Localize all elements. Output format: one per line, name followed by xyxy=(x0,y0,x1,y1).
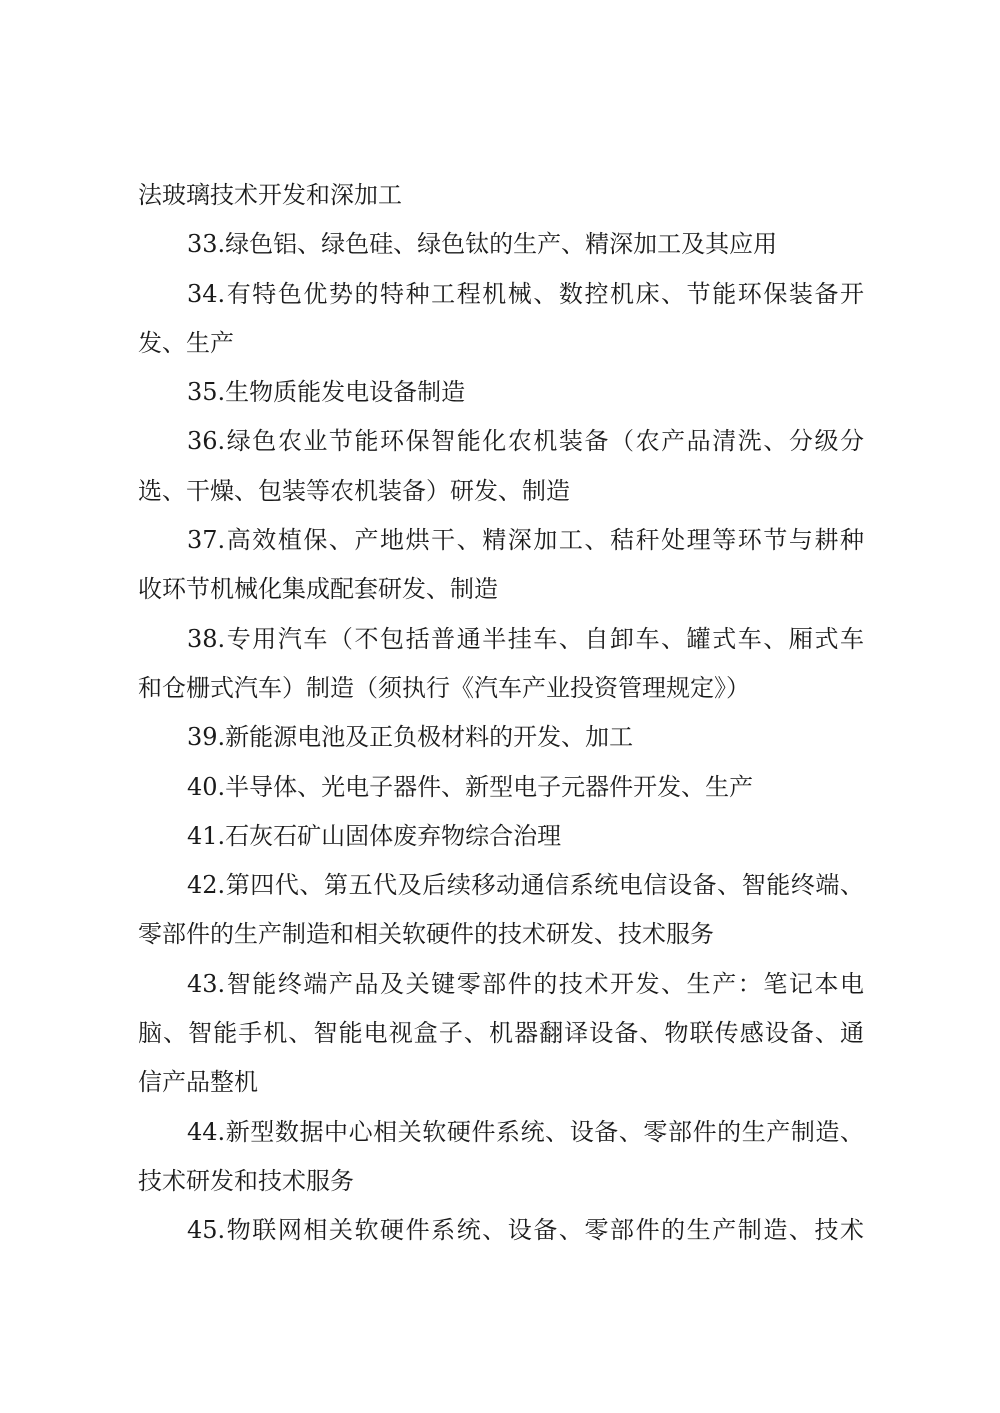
document-body xyxy=(138,171,864,1256)
paragraph-line: 42.第四代、第五代及后续移动通信系统电信设备、智能终端、 xyxy=(187,871,864,900)
paragraph-line: 44.新型数据中心相关软硬件系统、设备、零部件的生产制造、 xyxy=(187,1117,864,1146)
paragraph-line: 35.生物质能发电设备制造 xyxy=(187,378,466,407)
paragraph-line: 技术研发和技术服务 xyxy=(138,1166,354,1195)
paragraph-line: 零部件的生产制造和相关软硬件的技术研发、技术服务 xyxy=(138,920,714,949)
paragraph-line: 39.新能源电池及正负极材料的开发、加工 xyxy=(187,723,634,752)
paragraph-line: 发、生产 xyxy=(138,328,234,357)
paragraph-line: 45.物联网相关软硬件系统、设备、零部件的生产制造、技术 xyxy=(187,1216,864,1245)
paragraph-line: 40.半导体、光电子器件、新型电子元器件开发、生产 xyxy=(187,772,754,801)
paragraph-line: 信产品整机 xyxy=(138,1068,258,1097)
paragraph-line: 38.专用汽车（不包括普通半挂车、自卸车、罐式车、厢式车 xyxy=(187,624,864,653)
paragraph-line: 36.绿色农业节能环保智能化农机装备（农产品清洗、分级分 xyxy=(187,427,864,456)
paragraph-line: 33.绿色铝、绿色硅、绿色钛的生产、精深加工及其应用 xyxy=(187,230,778,259)
paragraph-line: 法玻璃技术开发和深加工 xyxy=(138,181,402,209)
paragraph-line: 37.高效植保、产地烘干、精深加工、秸秆处理等环节与耕种 xyxy=(187,526,864,555)
paragraph-line: 收环节机械化集成配套研发、制造 xyxy=(138,575,498,604)
paragraph-line: 和仓栅式汽车）制造（须执行《汽车产业投资管理规定》） xyxy=(138,673,750,702)
paragraph-line: 43.智能终端产品及关键零部件的技术开发、生产：笔记本电 xyxy=(187,969,864,998)
paragraph-line: 脑、智能手机、智能电视盒子、机器翻译设备、物联传感设备、通 xyxy=(138,1019,864,1048)
paragraph-line: 41.石灰石矿山固体废弃物综合治理 xyxy=(187,821,562,850)
paragraph-line: 选、干燥、包装等农机装备）研发、制造 xyxy=(138,476,570,505)
paragraph-line: 34.有特色优势的特种工程机械、数控机床、节能环保装备开 xyxy=(187,279,864,308)
